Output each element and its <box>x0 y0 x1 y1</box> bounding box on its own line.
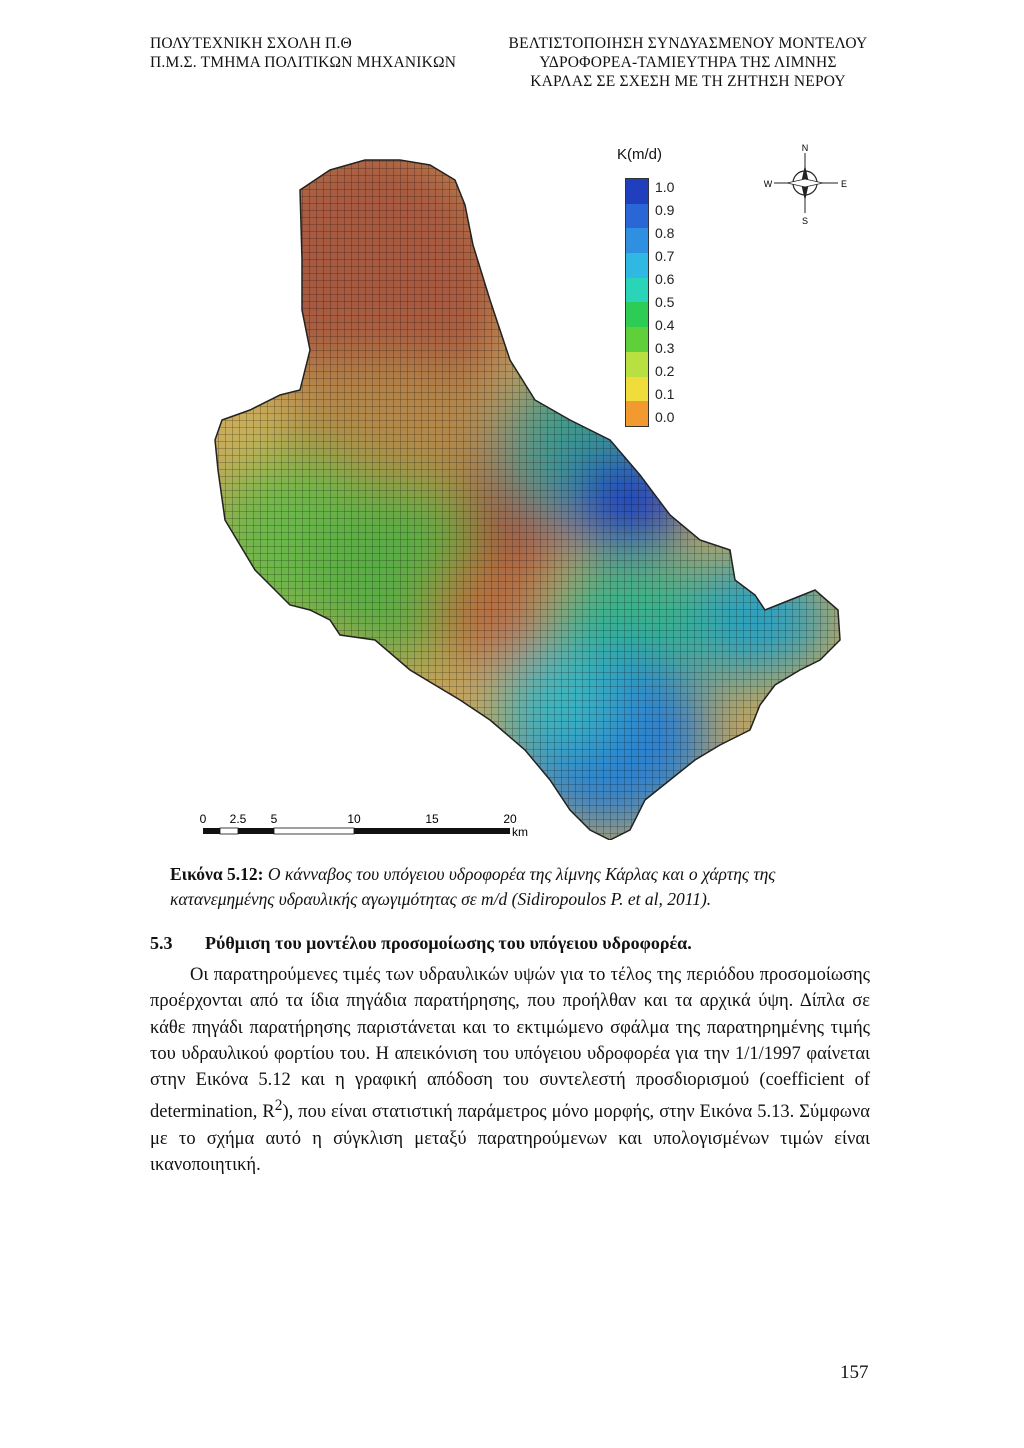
legend-title: K(m/d) <box>617 146 662 163</box>
scale-tick: 10 <box>347 812 361 826</box>
header-left-line1: ΠΟΛΥΤΕΧΝΙΚΗ ΣΧΟΛΗ Π.Θ <box>150 35 352 52</box>
compass-west-label: W <box>763 179 773 189</box>
section-heading <box>150 933 692 954</box>
legend-label: 0.6 <box>655 271 675 287</box>
scale-tick: 20 <box>503 812 517 826</box>
header-right-line2: ΥΔΡΟΦΟΡΕΑ-ΤΑΜΙΕΥΤΗΡΑ ΤΗΣ ΛΙΜΝΗΣ <box>539 54 837 71</box>
legend-swatch <box>626 302 648 327</box>
body-text: Οι παρατηρούμενες τιμές των υδραυλικών υψών για το τέλος της περιόδου προσομοίωσης προέρχονται από τα ίδια πηγάδια παρατήρησης, που προήλθαν και τα αρχικά ύψη. Δίπλα σε κάθε πηγάδι παρατήρησης παριστάνεται και το εκτιμώμενο σφάλμα της παρατηρημένης τιμής του υδραυλικού φορτίου του. Η απεικόνιση του υπόγειου υδροφορέα για την 1/1/1997 φαίνεται στην Εικόνα 5.12 και η γραφική απόδοση του συντελεστή προσδιορισμού (coefficient of determination, R <box>150 965 870 1123</box>
legend-label: 0.9 <box>655 202 675 218</box>
figure-caption <box>170 862 870 912</box>
legend-swatch <box>626 327 648 352</box>
legend-label: 0.2 <box>655 363 675 379</box>
conductivity-map <box>190 140 860 840</box>
scale-bar <box>198 812 538 842</box>
header-right-line1: ΒΕΛΤΙΣΤΟΠΟΙΗΣΗ ΣΥΝΔΥΑΣΜΕΝΟΥ ΜΟΝΤΕΛΟΥ <box>508 35 868 52</box>
scale-tick: 2.5 <box>229 812 247 826</box>
legend-swatch <box>626 352 648 377</box>
body-paragraph <box>150 962 870 1179</box>
legend-label: 0.4 <box>655 317 675 333</box>
body-superscript: 2 <box>274 1097 283 1115</box>
legend-label: 0.0 <box>655 409 675 425</box>
header-left <box>150 34 456 72</box>
scale-tick: 5 <box>270 812 278 826</box>
legend-label: 0.1 <box>655 386 675 402</box>
compass-north-label: N <box>801 143 809 153</box>
compass-south-label: S <box>801 216 809 226</box>
legend-label: 1.0 <box>655 179 675 195</box>
legend-label: 0.3 <box>655 340 675 356</box>
compass-east-label: E <box>840 179 848 189</box>
legend-swatch <box>626 278 648 303</box>
legend-color-bar <box>625 178 649 427</box>
legend-label: 0.5 <box>655 294 675 310</box>
page-number: 157 <box>840 1362 869 1383</box>
scale-tick: 15 <box>425 812 439 826</box>
legend-label: 0.8 <box>655 225 675 241</box>
legend-swatch <box>626 228 648 253</box>
legend-swatch <box>626 253 648 278</box>
header-right-line3: ΚΑΡΛΑΣ ΣΕ ΣΧΕΣΗ ΜΕ ΤΗ ΖΗΤΗΣΗ ΝΕΡΟΥ <box>530 73 846 90</box>
legend-swatch <box>626 377 648 402</box>
section-number: 5.3 <box>150 933 173 953</box>
section-title: Ρύθμιση του μοντέλου προσομοίωσης του υπόγειου υδροφορέα. <box>205 933 692 953</box>
legend-swatch <box>626 204 648 229</box>
header-left-line2: Π.Μ.Σ. ΤΜΗΜΑ ΠΟΛΙΤΙΚΩΝ ΜΗΧΑΝΙΚΩΝ <box>150 54 457 71</box>
caption-text: Ο κάνναβος του υπόγειου υδροφορέα της λίμνης Κάρλας και ο χάρτης της κατανεμημένης υδραυλικής αγωγιμότητας σε m/d (Sidiropoulos P. et al, 2011). <box>170 864 776 909</box>
body-text-end: ), που είναι στατιστική παράμετρος μόνο μορφής, στην Εικόνα 5.13. Σύμφωνα με το σχήμα αυτό η σύγκλιση μεταξύ παρατηρούμενων και υπολογισμένων τιμών είναι ικανοποιητική. <box>150 1102 870 1176</box>
legend-swatch <box>626 401 648 426</box>
legend-swatch <box>626 179 648 204</box>
header-right <box>508 34 868 91</box>
caption-label: Εικόνα 5.12: <box>170 864 264 884</box>
legend-label: 0.7 <box>655 248 675 264</box>
compass-rose-icon <box>762 143 852 228</box>
scale-unit: km <box>512 825 528 839</box>
scale-tick: 0 <box>199 812 207 826</box>
